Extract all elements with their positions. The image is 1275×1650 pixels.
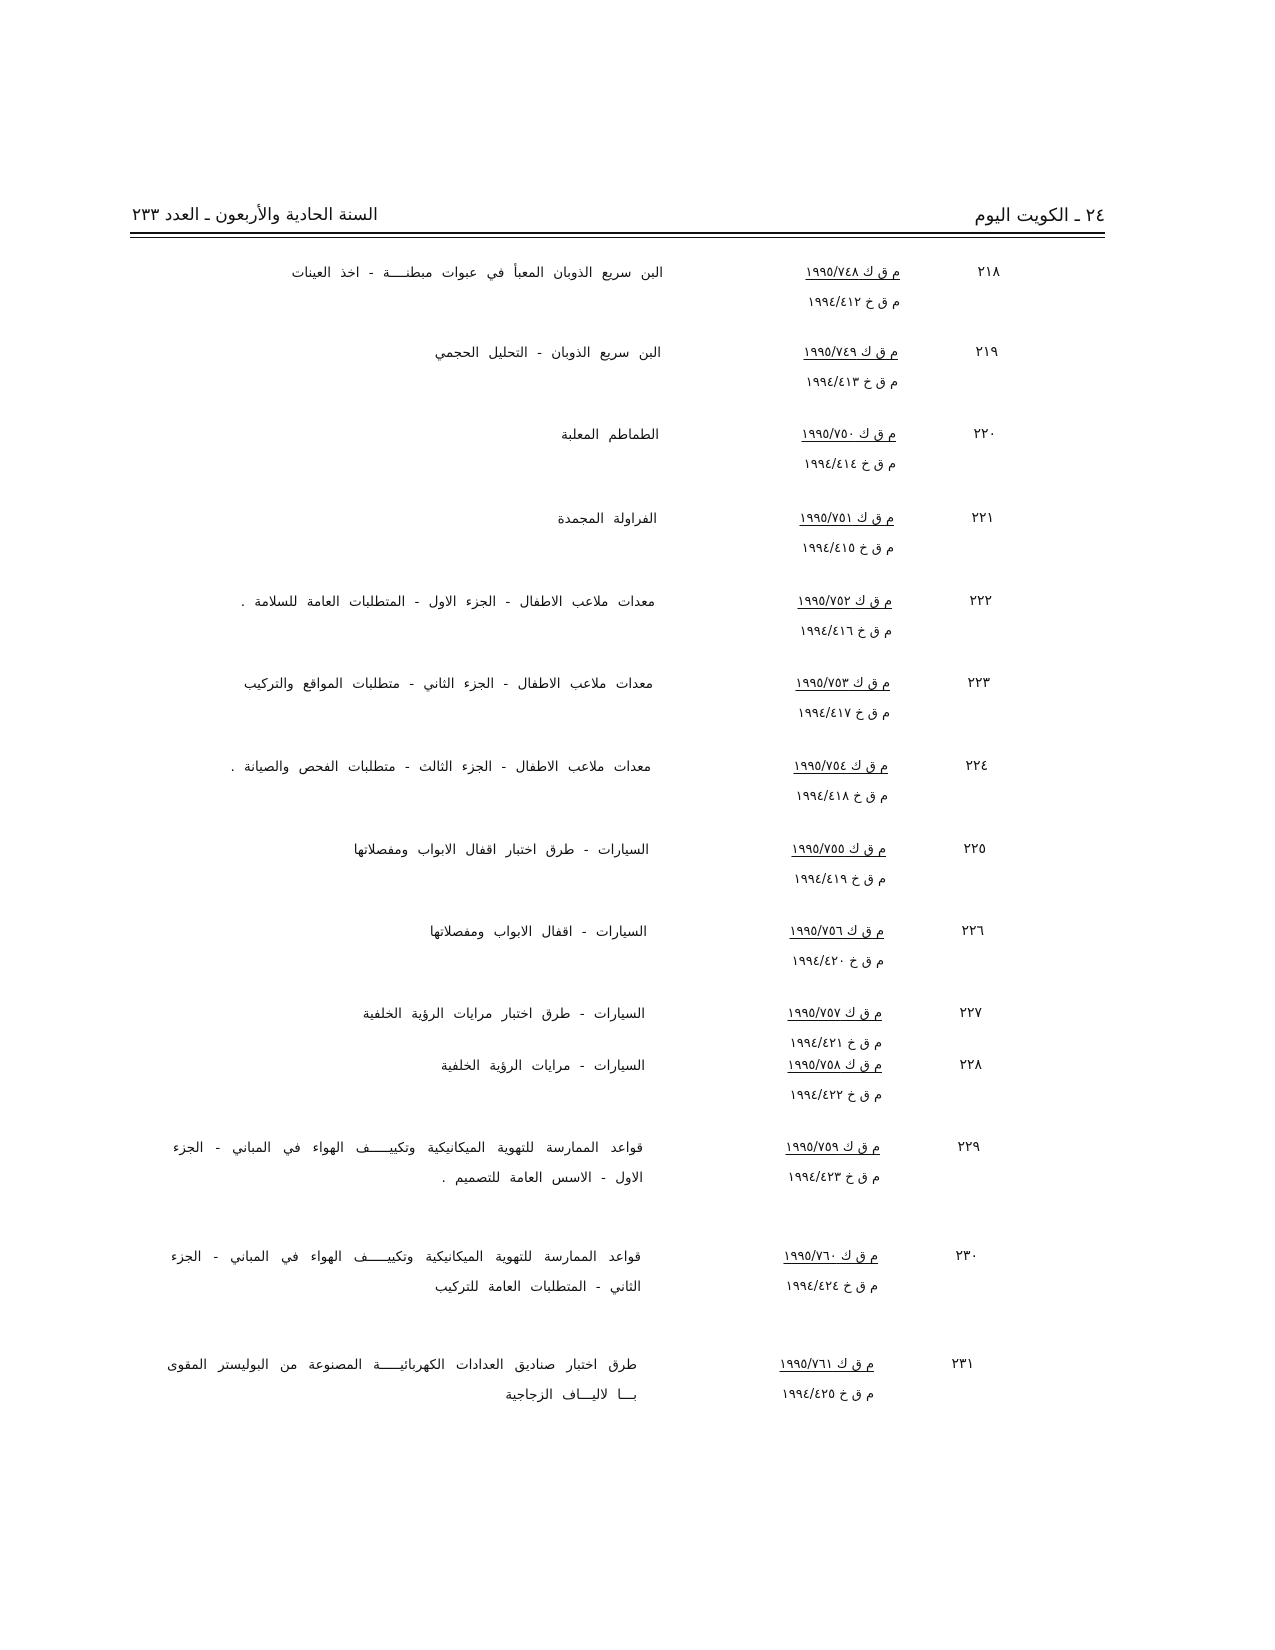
entry-title: البن سريع الذوبان - التحليل الحجمي	[434, 345, 661, 361]
entry-codes	[779, 1350, 874, 1410]
entry-title: البن سريع الذوبان المعبأ في عبوات مبطنــــة - اخذ العينات	[291, 265, 663, 281]
entry-title: السيارات - اقفال الابواب ومفصلاتها	[429, 924, 647, 940]
entry-title: قواعد الممارسة للتهوية الميكانيكية وتكييـــــف الهواء في المباني - الجزء الثاني - المتطلبات العامة للتركيب	[171, 1249, 641, 1295]
entry-code-gulf: م ق خ ١٩٩٤/٤١٩	[793, 872, 886, 887]
entry-number: ٢١٩	[975, 344, 998, 360]
entry-code-gulf: م ق خ ١٩٩٤/٤٢٥	[781, 1387, 874, 1402]
entry-code-kuwait: م ق ك ١٩٩٥/٧٥٨	[787, 1058, 882, 1073]
entry-codes	[787, 999, 882, 1059]
entry-code-gulf: م ق خ ١٩٩٤/٤١٤	[803, 457, 896, 472]
entry-codes	[795, 669, 890, 729]
entry-number: ٢١٨	[977, 264, 1000, 280]
entry-title: السيارات - طرق اختبار اقفال الابواب ومفصلاتها	[353, 842, 649, 858]
header-rule-thin	[130, 237, 1105, 238]
entry-code-gulf: م ق خ ١٩٩٤/٤١٦	[799, 624, 892, 639]
entry-number: ٢٣٠	[955, 1248, 978, 1264]
entry-number: ٢٢٨	[959, 1057, 982, 1073]
entry-code-gulf: م ق خ ١٩٩٤/٤٢٣	[787, 1170, 880, 1185]
entry-code-gulf: م ق خ ١٩٩٤/٤٢٤	[785, 1279, 878, 1294]
entry-code-gulf: م ق خ ١٩٩٤/٤٢١	[789, 1036, 882, 1051]
entry-number: ٢٢٠	[973, 426, 996, 442]
entry-title: السيارات - مرايات الرؤية الخلفية	[440, 1058, 645, 1074]
entry-number: ٢٢٧	[959, 1005, 982, 1021]
entry-title: معدات ملاعب الاطفال - الجزء الثالث - متطلبات الفحص والصيانة .	[230, 759, 651, 775]
entry-code-kuwait: م ق ك ١٩٩٥/٧٥٩	[785, 1140, 880, 1155]
entry-codes	[803, 338, 898, 398]
entry-code-gulf: م ق خ ١٩٩٤/٤٢٠	[791, 954, 884, 969]
entry-code-gulf: م ق خ ١٩٩٤/٤٢٢	[789, 1088, 882, 1103]
entry-number: ٢٢٤	[965, 758, 988, 774]
entry-code-kuwait: م ق ك ١٩٩٥/٧٤٨	[805, 265, 900, 280]
entry-codes	[793, 752, 888, 812]
entry-codes	[785, 1133, 880, 1193]
entry-title: قواعد الممارسة للتهوية الميكانيكية وتكييـــــف الهواء في المباني - الجزء الاول - الاسس العامة للتصميم .	[173, 1140, 643, 1186]
entry-title: الفراولة المجمدة	[557, 511, 657, 527]
entry-code-kuwait: م ق ك ١٩٩٥/٧٥٧	[787, 1006, 882, 1021]
entry-codes	[797, 587, 892, 647]
entry-code-kuwait: م ق ك ١٩٩٥/٧٥٣	[795, 676, 890, 691]
entry-title: السيارات - طرق اختبار مرايات الرؤية الخلفية	[362, 1006, 645, 1022]
entry-number: ٢٢٩	[957, 1139, 980, 1155]
entry-code-kuwait: م ق ك ١٩٩٥/٧٥١	[799, 511, 894, 526]
entry-title: الطماطم المعلبة	[561, 427, 659, 443]
entry-title: معدات ملاعب الاطفال - الجزء الاول - المتطلبات العامة للسلامة .	[240, 594, 655, 610]
entry-code-kuwait: م ق ك ١٩٩٥/٧٤٩	[803, 345, 898, 360]
entry-codes	[783, 1242, 878, 1302]
entry-number: ٢٢٣	[967, 675, 990, 691]
entry-number: ٢٢١	[971, 510, 994, 526]
page-header-left: السنة الحادية والأربعون ـ العدد ٢٣٣	[132, 205, 378, 225]
entry-codes	[789, 917, 884, 977]
header-rule-thick	[130, 232, 1105, 234]
entry-code-gulf: م ق خ ١٩٩٤/٤١٨	[795, 789, 888, 804]
entry-title: معدات ملاعب الاطفال - الجزء الثاني - متطلبات المواقع والتركيب	[243, 676, 653, 692]
entry-code-gulf: م ق خ ١٩٩٤/٤١٥	[801, 541, 894, 556]
entry-codes	[799, 504, 894, 564]
entry-code-kuwait: م ق ك ١٩٩٥/٧٥٢	[797, 594, 892, 609]
entry-code-kuwait: م ق ك ١٩٩٥/٧٥٠	[801, 427, 896, 442]
page-header-right: ٢٤ ـ الكويت اليوم	[974, 205, 1105, 226]
entry-number: ٢٢٢	[969, 593, 992, 609]
entry-code-kuwait: م ق ك ١٩٩٥/٧٥٤	[793, 759, 888, 774]
entry-title: طرق اختبار صناديق العدادات الكهربائيـــــة المصنوعة من البوليستر المقوى بـــا لاليـــاف الزجاجية	[167, 1357, 637, 1403]
entry-code-gulf: م ق خ ١٩٩٤/٤١٢	[807, 295, 900, 310]
entry-number: ٢٢٦	[961, 923, 984, 939]
entry-code-kuwait: م ق ك ١٩٩٥/٧٦١	[779, 1357, 874, 1372]
entry-code-kuwait: م ق ك ١٩٩٥/٧٥٦	[789, 924, 884, 939]
entry-code-gulf: م ق خ ١٩٩٤/٤١٧	[797, 706, 890, 721]
entry-code-kuwait: م ق ك ١٩٩٥/٧٥٥	[791, 842, 886, 857]
entry-codes	[791, 835, 886, 895]
entry-number: ٢٢٥	[963, 841, 986, 857]
entry-codes	[805, 258, 900, 318]
entry-code-gulf: م ق خ ١٩٩٤/٤١٣	[805, 375, 898, 390]
entry-codes	[801, 420, 896, 480]
entry-codes	[787, 1051, 882, 1111]
entry-code-kuwait: م ق ك ١٩٩٥/٧٦٠	[783, 1249, 878, 1264]
entry-number: ٢٣١	[951, 1356, 974, 1372]
